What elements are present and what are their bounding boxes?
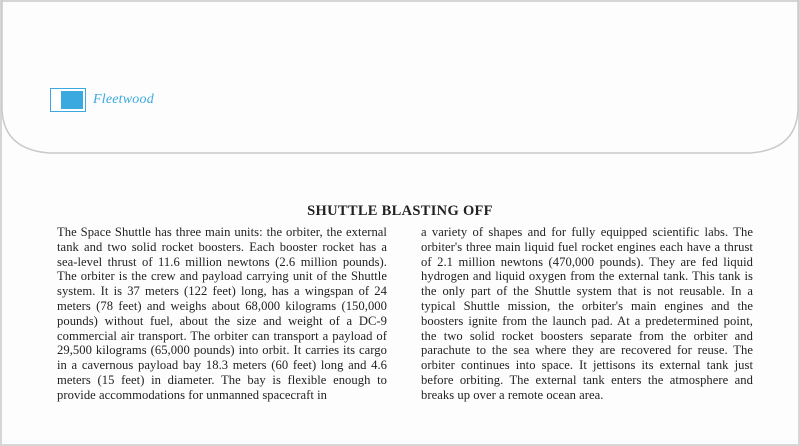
logo-mark-icon [50, 88, 86, 112]
article-title: SHUTTLE BLASTING OFF [307, 203, 493, 219]
article-column-right: a variety of shapes and for fully equipped scientific labs. The orbiter's three main liquid fuel rocket engines each have a thrust of 2.1 million newtons (470,000 pounds). They are fed liquid hydrogen and liquid oxygen from the external tank. This tank is the only part of the Shuttle system that is not reusable. In a typical Shuttle mission, the orbiter's main engines and the boosters ignite from the launch pad. At a predetermined point, the two solid rocket boosters separate from the orbiter and parachute to the sea where they are recovered for reuse. The orbiter continues into space. It jettisons its external tank just before orbiting. The external tank enters the atmosphere and breaks up over a remote ocean area. [421, 225, 753, 402]
article-column-left: The Space Shuttle has three main units: the orbiter, the external tank and two solid rocket boosters. Each booster rocket has a sea-level thrust of 11.6 million newtons (2.6 million pounds). The orbiter is the crew and payload carrying unit of the Shuttle system. It is 37 meters (122 feet) long, has a wingspan of 24 meters (78 feet) and weighs about 68,000 kilograms (150,000 pounds) without fuel, about the size and weight of a DC-9 commercial air transport. The orbiter can transport a payload of 29,500 kilograms (65,000 pounds) into orbit. It carries its cargo in a cavernous payload bay 18.3 meters (60 feet) long and 4.6 meters (15 feet) in diameter. The bay is flexible enough to provide accommodations for unmanned spacecraft in [57, 225, 387, 402]
logo-brand-text: Fleetwood [93, 92, 154, 107]
fleetwood-logo [50, 88, 154, 112]
